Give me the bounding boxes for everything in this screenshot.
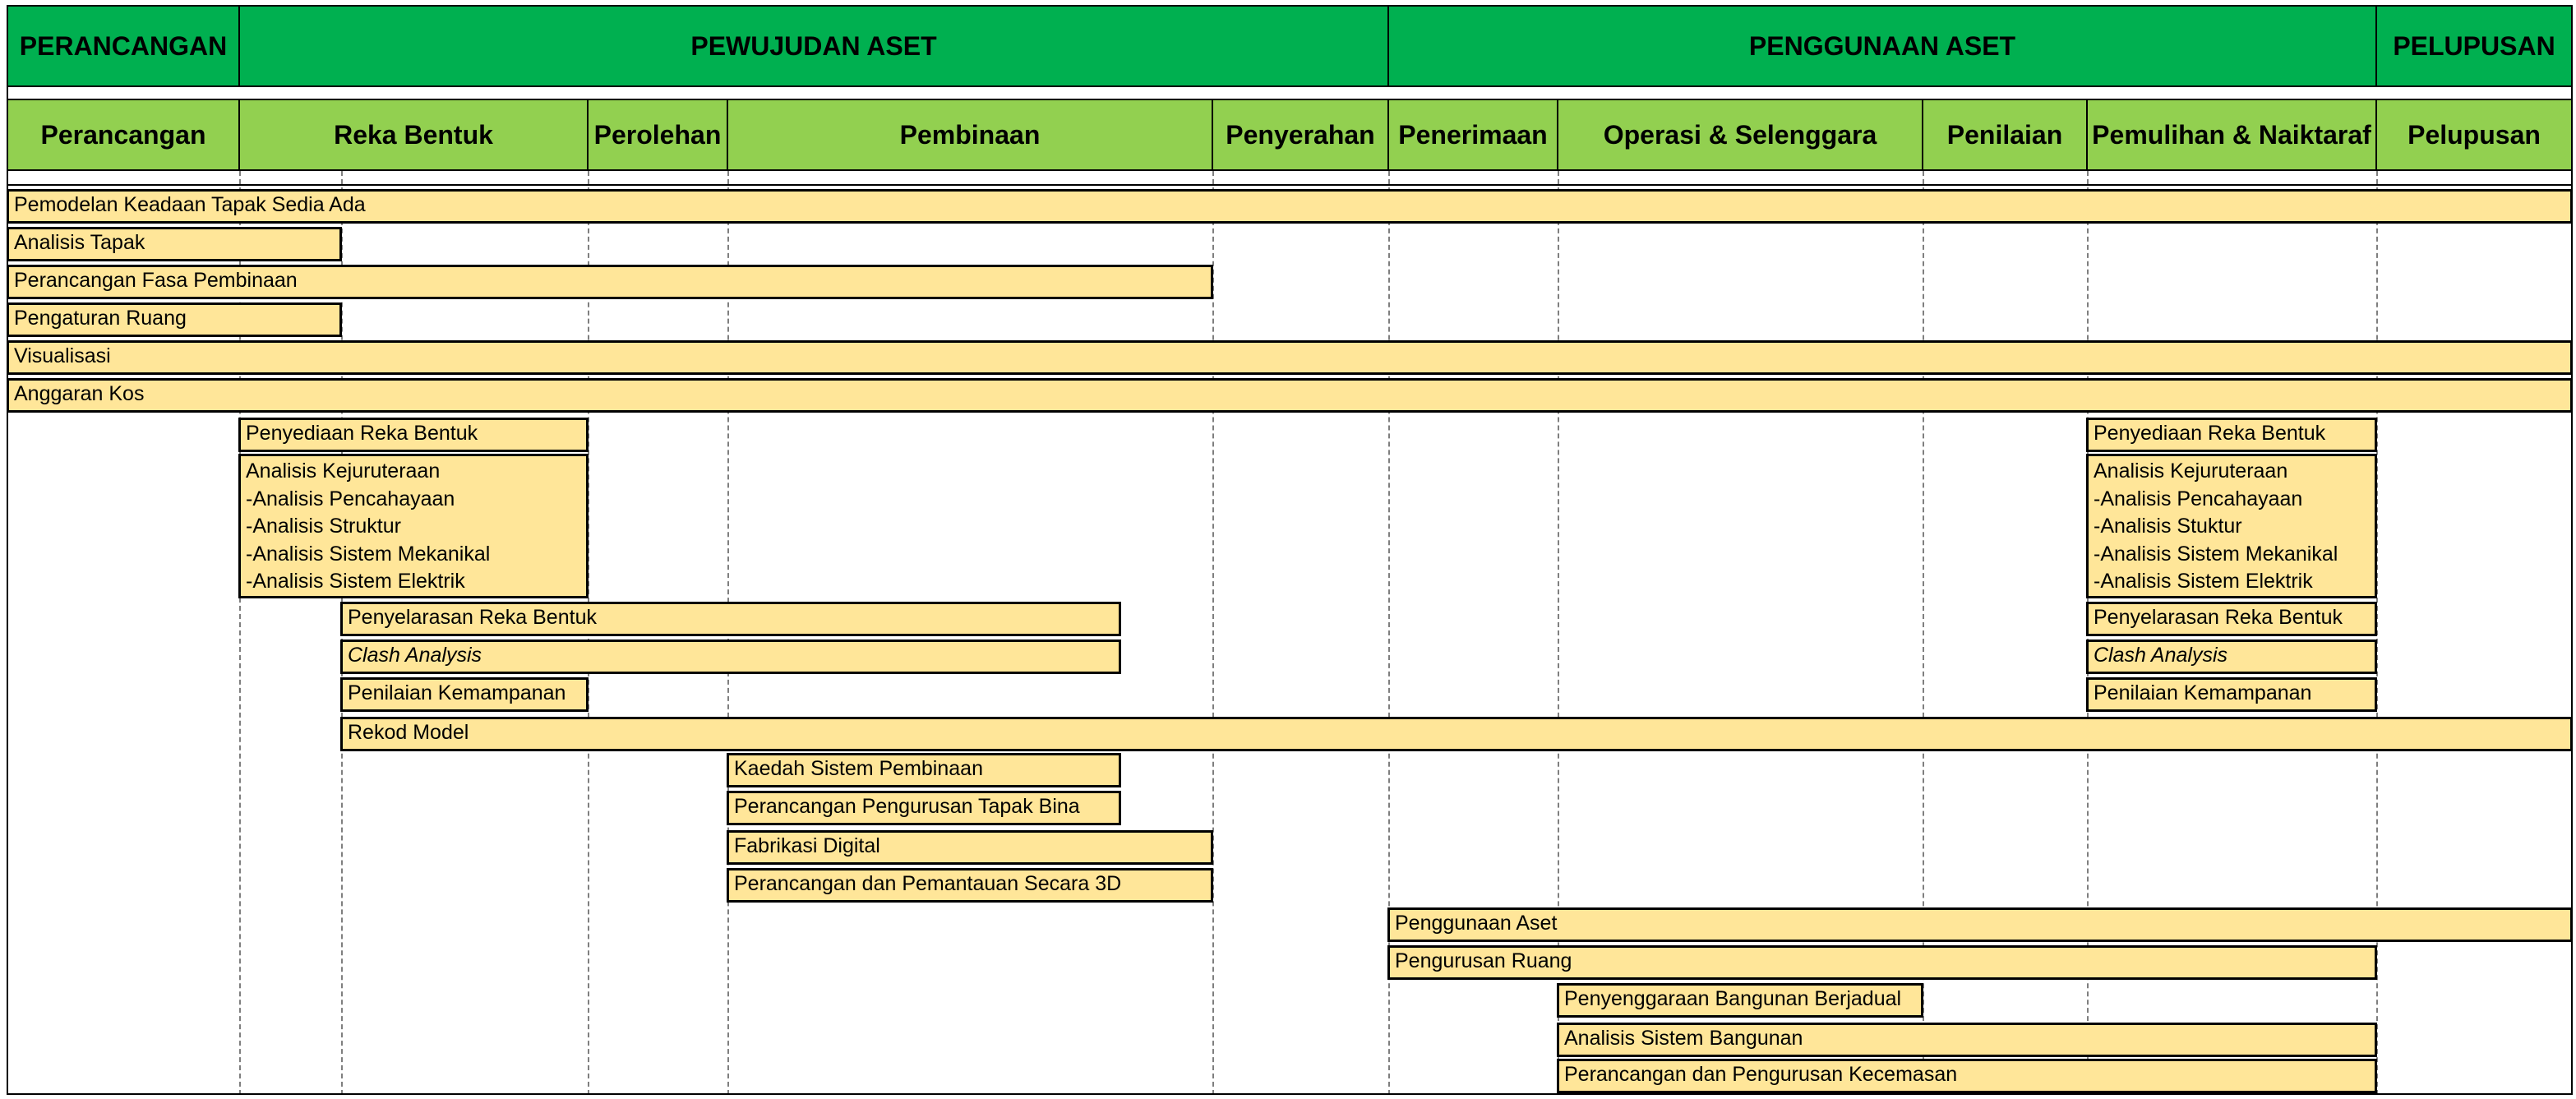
phase-header-perancangan: PERANCANGAN xyxy=(7,5,240,87)
activity-bar: Analisis Sistem Bangunan xyxy=(1557,1023,2377,1057)
phase-header-pelupusan: PELUPUSAN xyxy=(2375,5,2573,87)
activity-bar: Penyelarasan Reka Bentuk xyxy=(2086,602,2377,636)
subphase-perancangan: Perancangan xyxy=(7,99,240,171)
subphase-pembinaan: Pembinaan xyxy=(727,99,1213,171)
activity-bar: Perancangan Pengurusan Tapak Bina xyxy=(727,791,1121,825)
activity-bar: Rekod Model xyxy=(340,717,2573,751)
subphase-penerimaan: Penerimaan xyxy=(1387,99,1558,171)
phase-header-penggunaan-aset: PENGGUNAAN ASET xyxy=(1387,5,2377,87)
activity-bar: Analisis Tapak xyxy=(7,227,342,261)
activity-bar: Penyelarasan Reka Bentuk xyxy=(340,602,1121,636)
activity-bar: Pemodelan Keadaan Tapak Sedia Ada xyxy=(7,189,2573,224)
activity-bar: Penyediaan Reka Bentuk xyxy=(2086,418,2377,452)
activity-bar: Pengaturan Ruang xyxy=(7,302,342,337)
activity-bar: Perancangan Fasa Pembinaan xyxy=(7,265,1213,299)
subphase-pemulihan-naiktaraf: Pemulihan & Naiktaraf xyxy=(2086,99,2377,171)
column-divider xyxy=(1212,171,1214,1095)
activity-bar: Penyediaan Reka Bentuk xyxy=(238,418,589,452)
activity-bar: Fabrikasi Digital xyxy=(727,830,1213,865)
activity-bar: Clash Analysis xyxy=(340,640,1121,674)
activity-bar: Analisis Kejuruteraan -Analisis Pencahayaan -Analisis Struktur -Analisis Sistem Mekanikal -Analisis Sistem Elektrik xyxy=(238,454,589,598)
subphase-penilaian: Penilaian xyxy=(1922,99,2088,171)
subphase-pelupusan: Pelupusan xyxy=(2375,99,2573,171)
activity-bar: Analisis Kejuruteraan -Analisis Pencahayaan -Analisis Stuktur -Analisis Sistem Mekanikal -Analisis Sistem Elektrik xyxy=(2086,454,2377,598)
phase-header-pewujudan-aset: PEWUJUDAN ASET xyxy=(238,5,1389,87)
activity-bar: Penilaian Kemampanan xyxy=(2086,677,2377,712)
activity-bar: Visualisasi xyxy=(7,340,2573,375)
activity-bar: Kaedah Sistem Pembinaan xyxy=(727,753,1121,787)
activity-bar: Anggaran Kos xyxy=(7,378,2573,413)
activity-bar: Perancangan dan Pengurusan Kecemasan xyxy=(1557,1059,2377,1093)
activity-bar: Perancangan dan Pemantauan Secara 3D xyxy=(727,868,1213,903)
header-divider xyxy=(7,184,2573,186)
subphase-operasi-selenggara: Operasi & Selenggara xyxy=(1557,99,1923,171)
activity-bar: Penggunaan Aset xyxy=(1387,907,2573,942)
activity-bar: Pengurusan Ruang xyxy=(1387,945,2377,980)
activity-bar: Penyenggaraan Bangunan Berjadual xyxy=(1557,983,1923,1018)
subphase-reka-bentuk: Reka Bentuk xyxy=(238,99,589,171)
activity-bar: Penilaian Kemampanan xyxy=(340,677,589,712)
activity-bar: Clash Analysis xyxy=(2086,640,2377,674)
subphase-perolehan: Perolehan xyxy=(587,99,728,171)
subphase-penyerahan: Penyerahan xyxy=(1212,99,1389,171)
